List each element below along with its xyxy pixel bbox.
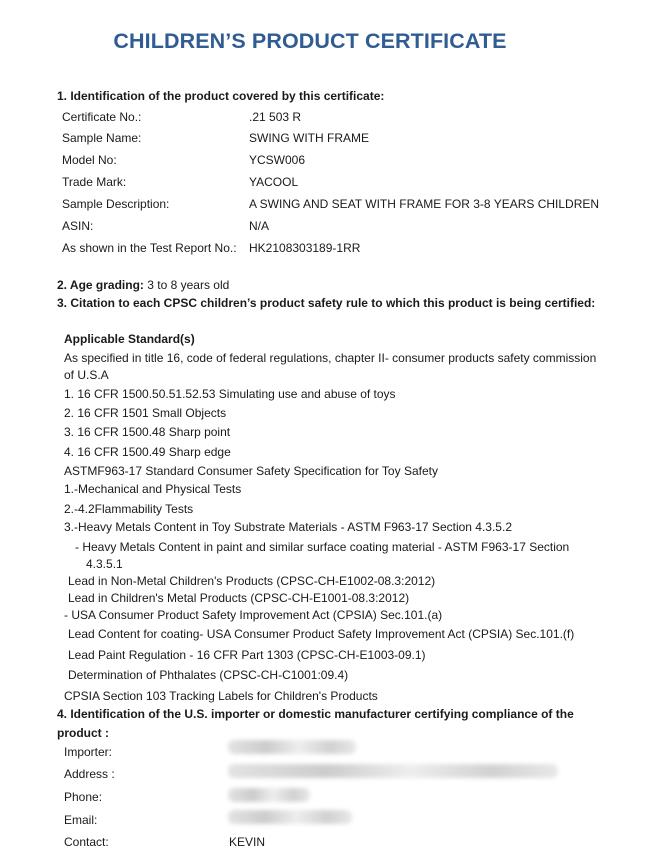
contact-label: Contact: <box>64 835 109 849</box>
intro-line-2: of U.S.A <box>64 368 109 382</box>
list-item: 2.-4.2Flammability Tests <box>64 502 194 516</box>
section-4-heading-line-1: 4. Identification of the U.S. importer or domestic manufacturer certifying compliance of the <box>57 707 574 721</box>
sample-name-value: SWING WITH FRAME <box>249 131 369 145</box>
email-label: Email: <box>64 813 98 827</box>
redacted-address <box>228 764 558 778</box>
section-4-heading-line-2: product : <box>57 726 109 740</box>
address-label: Address : <box>64 767 115 781</box>
intro-line-1: As specified in title 16, code of federal regulations, chapter II- consumer products safety commission <box>64 351 597 365</box>
age-grading-label: 2. Age grading: <box>57 278 144 292</box>
list-item: - USA Consumer Product Safety Improvement Act (CPSIA) Sec.101.(a) <box>64 608 443 622</box>
asin-label: ASIN: <box>62 219 94 233</box>
list-item: Lead in Non-Metal Children's Products (CPSC-CH-E1002-08.3:2012) <box>68 574 436 588</box>
list-item: 2. 16 CFR 1501 Small Objects <box>64 406 227 420</box>
list-item: 4. 16 CFR 1500.49 Sharp edge <box>64 445 231 459</box>
redacted-importer <box>228 740 356 754</box>
redacted-email <box>228 810 352 824</box>
list-item: Lead in Children's Metal Products (CPSC-CH-E1001-08.3:2012) <box>68 591 410 605</box>
list-item: CPSIA Section 103 Tracking Labels for Children's Products <box>64 689 378 703</box>
list-item: 3.-Heavy Metals Content in Toy Substrate Materials - ASTM F963-17 Section 4.3.5.2 <box>64 520 512 534</box>
contact-value: KEVIN <box>229 835 266 849</box>
list-item: Lead Content for coating- USA Consumer Product Safety Improvement Act (CPSIA) Sec.101.(f) <box>68 627 575 641</box>
list-item: Lead Paint Regulation - 16 CFR Part 1303 (CPSC-CH-E1003-09.1) <box>68 648 426 662</box>
certificate-no-value: .21 503 R <box>249 110 302 124</box>
heavy-metals-paint-line-1: - Heavy Metals Content in paint and similar surface coating material - ASTM F963-17 Section <box>75 540 570 554</box>
asin-value: N/A <box>249 219 270 233</box>
test-report-label: As shown in the Test Report No.: <box>62 241 237 255</box>
heavy-metals-paint-line-2: 4.3.5.1 <box>86 557 123 571</box>
list-item: ASTMF963-17 Standard Consumer Safety Specification for Toy Safety <box>64 464 438 478</box>
age-grading-value: 3 to 8 years old <box>143 278 230 292</box>
model-no-value: YCSW006 <box>249 153 306 167</box>
importer-label: Importer: <box>64 745 113 759</box>
applicable-standards-heading: Applicable Standard(s) <box>64 332 195 346</box>
section-1-heading: 1. Identification of the product covered by this certificate: <box>57 89 385 103</box>
list-item: 1.-Mechanical and Physical Tests <box>64 482 242 496</box>
sample-name-label: Sample Name: <box>62 131 142 145</box>
list-item: Determination of Phthalates (CPSC-CH-C1001:09.4) <box>68 668 349 682</box>
redacted-phone <box>228 788 310 802</box>
model-no-label: Model No: <box>62 153 117 167</box>
test-report-value: HK2108303189-1RR <box>249 241 361 255</box>
section-2-age-grading <box>57 278 229 292</box>
phone-label: Phone: <box>64 790 103 804</box>
trade-mark-value: YACOOL <box>249 175 299 189</box>
list-item: 3. 16 CFR 1500.48 Sharp point <box>64 425 231 439</box>
certificate-no-label: Certificate No.: <box>62 110 142 124</box>
list-item: 1. 16 CFR 1500.50.51.52.53 Simulating use and abuse of toys <box>64 387 396 401</box>
section-3-heading: 3. Citation to each CPSC children’s product safety rule to which this product is being certified: <box>57 296 596 310</box>
sample-description-label: Sample Description: <box>62 197 170 211</box>
page-title: CHILDREN’S PRODUCT CERTIFICATE <box>113 29 507 53</box>
trade-mark-label: Trade Mark: <box>62 175 127 189</box>
sample-description-value: A SWING AND SEAT WITH FRAME FOR 3-8 YEARS CHILDREN <box>249 197 600 211</box>
